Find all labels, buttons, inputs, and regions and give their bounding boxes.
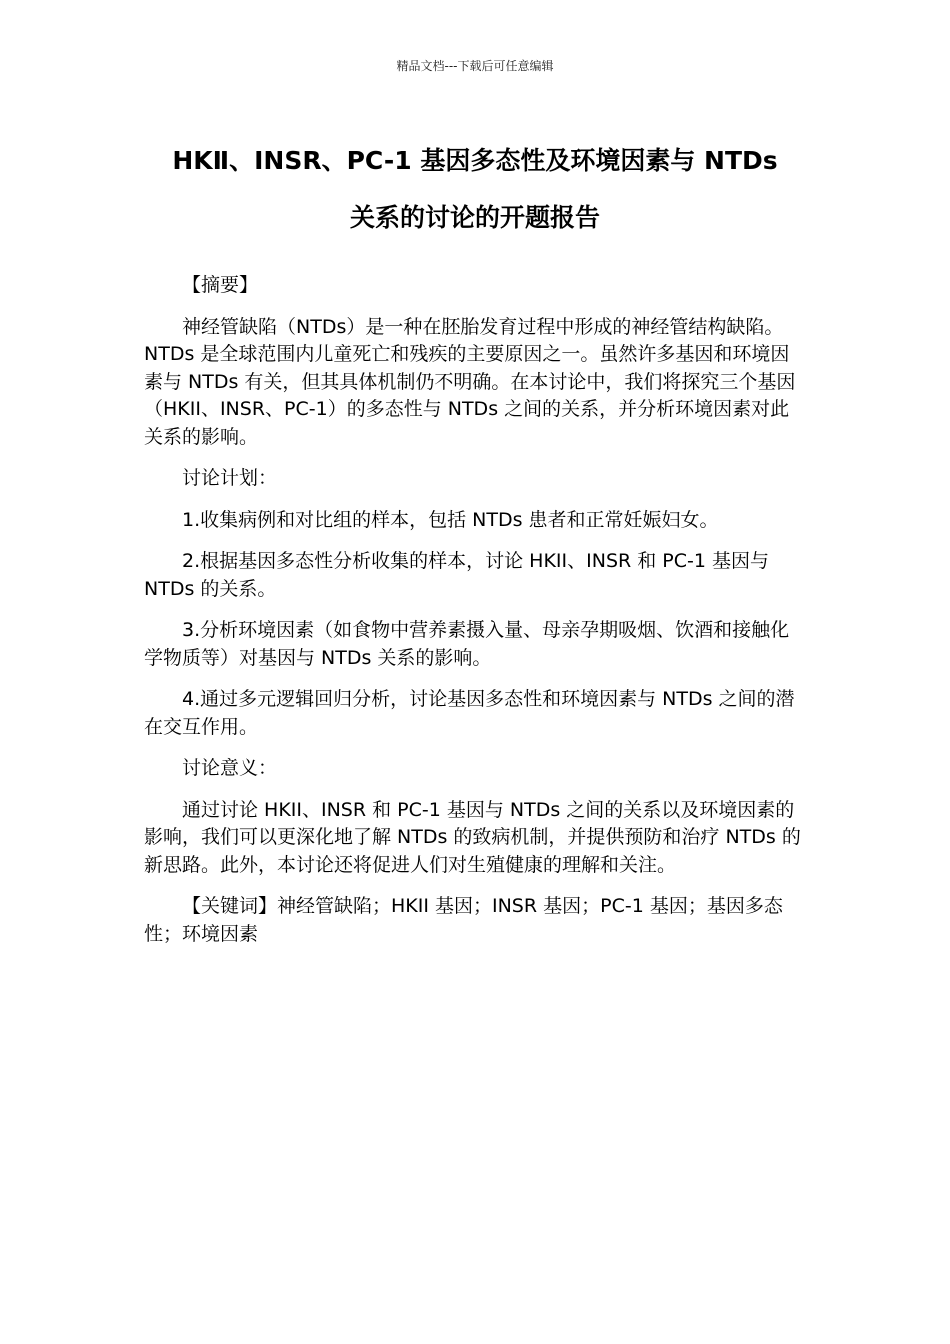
significance-heading: 讨论意义： [182,757,278,779]
keywords-paragraph: 【关键词】神经管缺陷；HKII 基因；INSR 基因；PC-1 基因；基因多态性；环境因素 [144,895,783,945]
plan-item-1: 1.收集病例和对比组的样本，包括 NTDs 患者和正常妊娠妇女。 [182,508,719,531]
header-note: 精品文档---下载后可任意编辑 [396,59,554,73]
plan-heading: 讨论计划： [182,467,278,489]
plan-item-3: 3.分析环境因素（如食物中营养素摄入量、母亲孕期吸烟、饮酒和接触化学物质等）对基因与 NTDs 关系的影响。 [144,619,790,669]
plan-item-4: 4.通过多元逻辑回归分析，讨论基因多态性和环境因素与 NTDs 之间的潜在交互作用。 [144,688,795,738]
abstract-heading: 【摘要】 [182,274,259,296]
plan-item-2: 2.根据基因多态性分析收集的样本，讨论 HKII、INSR 和 PC-1 基因与 NTDs 的关系。 [144,550,769,600]
abstract-paragraph: 神经管缺陷（NTDs）是一种在胚胎发育过程中形成的神经管结构缺陷。NTDs 是全球范围内儿童死亡和残疾的主要原因之一。虽然许多基因和环境因素与 NTDs 有关，但其具体机制仍不明确。在本讨论中，我们将探究三个基因（HKII、INSR、PC-1）的多态性与 NTDs 之间的关系，并分析环境因素对此关系的影响。 [144,315,796,448]
document-title [120,132,830,246]
significance-paragraph: 通过讨论 HKII、INSR 和 PC-1 基因与 NTDs 之间的关系以及环境因素的影响，我们可以更深化地了解 NTDs 的致病机制，并提供预防和治疗 NTDs 的新思路。此外，本讨论还将促进人们对生殖健康的理解和关注。 [144,798,801,876]
title-line-2: 关系的讨论的开题报告 [349,203,600,232]
document-body [144,272,804,962]
title-line-1: HKⅡ、INSR、PC-1 基因多态性及环境因素与 NTDs [172,146,778,175]
